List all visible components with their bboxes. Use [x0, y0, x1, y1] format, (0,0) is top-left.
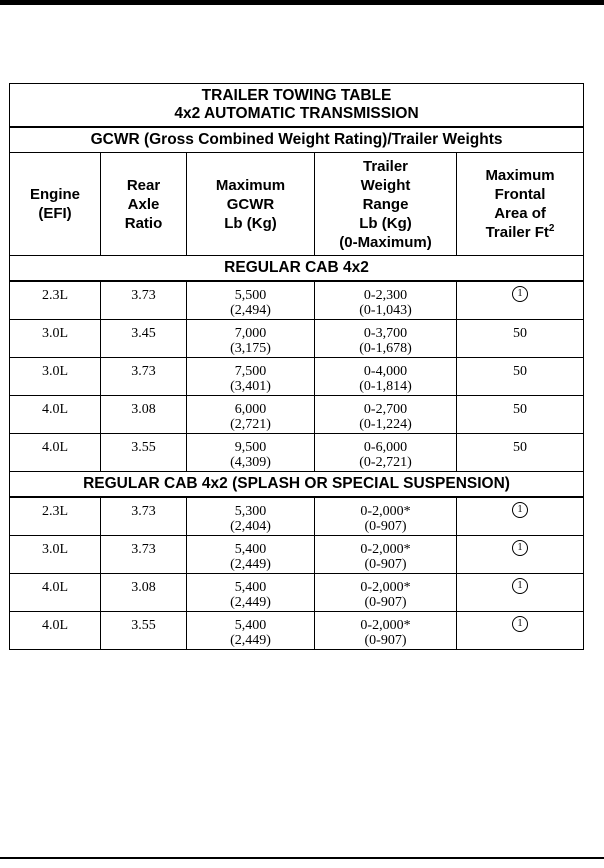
engine-cell: 4.0L	[10, 574, 101, 612]
footnote-1-marker: 1	[512, 502, 528, 518]
frontal-area-cell: 50	[457, 320, 584, 358]
axle-ratio-cell: 3.73	[101, 358, 187, 396]
table-row	[10, 396, 584, 434]
axle-ratio-cell: 3.55	[101, 434, 187, 472]
table-row	[10, 536, 584, 574]
footnote-1-marker: 1	[512, 286, 528, 302]
frontal-area-cell: 50	[457, 358, 584, 396]
axle-ratio-cell: 3.55	[101, 612, 187, 650]
table-title-line1: TRAILER TOWING TABLE	[201, 87, 392, 104]
trailer-weight-cell: 0-4,000 (0-1,814)	[315, 358, 457, 396]
frontal-area-cell	[457, 497, 584, 536]
section-header: REGULAR CAB 4x2 (SPLASH OR SPECIAL SUSPENSION)	[10, 472, 584, 498]
axle-ratio-cell: 3.45	[101, 320, 187, 358]
table-row	[10, 320, 584, 358]
table-row	[10, 574, 584, 612]
axle-ratio-cell: 3.73	[101, 281, 187, 320]
header-max-frontal-area: Maximum Frontal Area of Trailer Ft$^2$	[457, 153, 584, 256]
engine-cell: 2.3L	[10, 281, 101, 320]
footnote-1-marker: 1	[512, 540, 528, 556]
engine-cell: 4.0L	[10, 396, 101, 434]
trailer-weight-cell: 0-3,700 (0-1,678)	[315, 320, 457, 358]
trailer-weight-cell: 0-2,000* (0-907)	[315, 612, 457, 650]
footnote-1-marker: 1	[512, 578, 528, 594]
frontal-area-cell	[457, 281, 584, 320]
gcwr-cell: 9,500 (4,309)	[187, 434, 315, 472]
engine-cell: 3.0L	[10, 536, 101, 574]
frontal-area-cell	[457, 536, 584, 574]
table-row	[10, 497, 584, 536]
gcwr-cell: 7,500 (3,401)	[187, 358, 315, 396]
table-row	[10, 358, 584, 396]
table-title-line2: 4x2 AUTOMATIC TRANSMISSION	[174, 105, 419, 122]
axle-ratio-cell: 3.73	[101, 536, 187, 574]
engine-cell: 2.3L	[10, 497, 101, 536]
gcwr-cell: 5,400 (2,449)	[187, 574, 315, 612]
header-axle-ratio: Rear Axle Ratio	[101, 153, 187, 256]
gcwr-cell: 5,400 (2,449)	[187, 612, 315, 650]
section-header: REGULAR CAB 4x2	[10, 256, 584, 282]
top-rule	[0, 0, 604, 5]
gcwr-cell: 5,400 (2,449)	[187, 536, 315, 574]
trailer-weight-cell: 0-2,000* (0-907)	[315, 536, 457, 574]
trailer-weight-cell: 0-2,000* (0-907)	[315, 497, 457, 536]
frontal-area-cell	[457, 612, 584, 650]
frontal-area-cell: 50	[457, 434, 584, 472]
frontal-area-cell	[457, 574, 584, 612]
gcwr-cell: 5,300 (2,404)	[187, 497, 315, 536]
trailer-towing-table	[9, 83, 584, 650]
header-max-gcwr: Maximum GCWR Lb (Kg)	[187, 153, 315, 256]
axle-ratio-cell: 3.08	[101, 574, 187, 612]
engine-cell: 3.0L	[10, 320, 101, 358]
axle-ratio-cell: 3.73	[101, 497, 187, 536]
gcwr-cell: 6,000 (2,721)	[187, 396, 315, 434]
table-row	[10, 281, 584, 320]
trailer-weight-cell: 0-6,000 (0-2,721)	[315, 434, 457, 472]
engine-cell: 4.0L	[10, 612, 101, 650]
gcwr-cell: 7,000 (3,175)	[187, 320, 315, 358]
table-title	[10, 84, 584, 128]
engine-cell: 4.0L	[10, 434, 101, 472]
trailer-weight-cell: 0-2,700 (0-1,224)	[315, 396, 457, 434]
table-row	[10, 612, 584, 650]
frontal-area-cell: 50	[457, 396, 584, 434]
axle-ratio-cell: 3.08	[101, 396, 187, 434]
table-row	[10, 434, 584, 472]
gcwr-cell: 5,500 (2,494)	[187, 281, 315, 320]
header-trailer-weight-range: Trailer Weight Range Lb (Kg) (0-Maximum)	[315, 153, 457, 256]
bottom-rule	[0, 857, 604, 859]
header-engine: Engine (EFI)	[10, 153, 101, 256]
engine-cell: 3.0L	[10, 358, 101, 396]
trailer-weight-cell: 0-2,300 (0-1,043)	[315, 281, 457, 320]
table-subtitle: GCWR (Gross Combined Weight Rating)/Trailer Weights	[10, 127, 584, 153]
footnote-1-marker: 1	[512, 616, 528, 632]
trailer-weight-cell: 0-2,000* (0-907)	[315, 574, 457, 612]
